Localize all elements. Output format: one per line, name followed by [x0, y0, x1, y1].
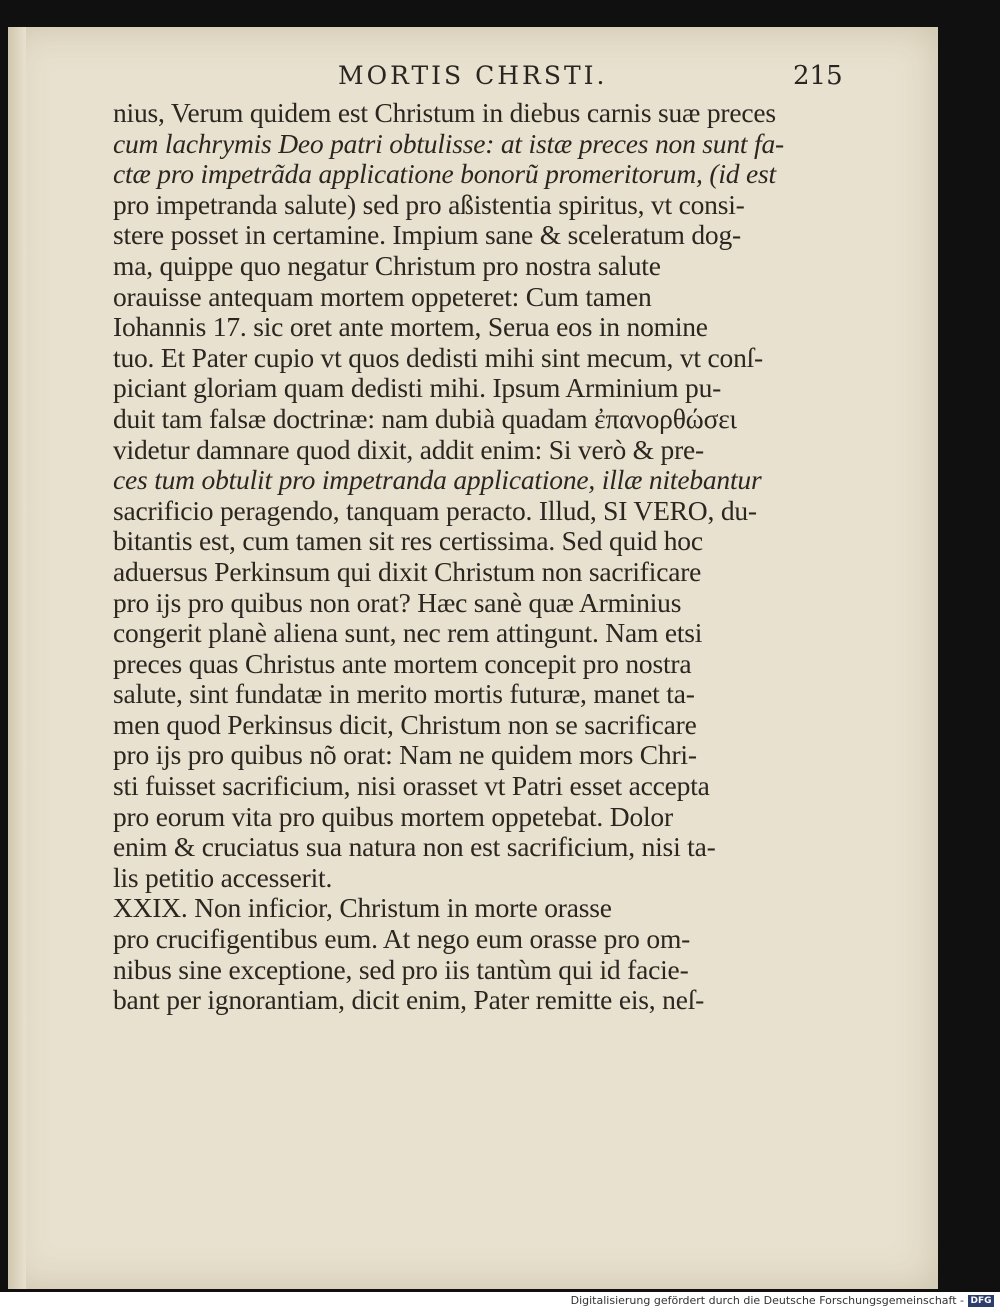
text-line: orauisse antequam mortem oppeteret: Cum tamen [113, 280, 652, 312]
text-line: piciant gloriam quam dedisti mihi. Ipsum Arminium pu- [113, 372, 722, 404]
text-line: nius, Verum quidem est Christum in diebus carnis suæ preces [113, 97, 776, 128]
text-line: videtur damnare quod dixit, addit enim: Si verò & pre- [113, 433, 705, 465]
body-text [113, 98, 848, 1016]
text-line: lis petitio accesserit. [113, 861, 333, 893]
text-line: bitantis est, cum tamen sit res certissima. Sed quid hoc [113, 525, 703, 557]
text-line: tuo. Et Pater cupio vt quos dedisti mihi sint mecum, vt conſ- [113, 341, 764, 373]
running-title: MORTIS CHRSTI. [338, 61, 608, 90]
text-line: pro ijs pro quibus non orat? Hæc sanè quæ Arminius [113, 586, 682, 618]
text-line: ctæ pro impetrãda applicatione bonorũ promeritorum, (id est [113, 158, 776, 190]
text-line: nibus sine exceptione, sed pro iis tantùm qui id facie- [113, 953, 689, 985]
text-line: men quod Perkinsus dicit, Christum non se sacrificare [113, 708, 697, 740]
text-line: bant per ignorantiam, dicit enim, Pater remitte eis, neſ- [113, 984, 705, 1016]
text-line: salute, sint fundatæ in merito mortis futuræ, manet ta- [113, 678, 695, 710]
text-line: ma, quippe quo negatur Christum pro nostra salute [113, 249, 661, 281]
text-line: stere posset in certamine. Impium sane & sceleratum dog- [113, 219, 741, 251]
text-line: sti fuisset sacrificium, nisi orasset vt Patri esset accepta [113, 770, 710, 802]
book-page [8, 27, 938, 1289]
text-line: ces tum obtulit pro impetranda applicatione, illæ nitebantur [113, 464, 762, 496]
text-line: enim & cruciatus sua natura non est sacrificium, nisi ta- [113, 831, 716, 863]
text-line: pro eorum vita pro quibus mortem oppetebat. Dolor [113, 800, 673, 832]
text-line: sacrificio peragendo, tanquam peracto. Illud, SI VERO, du- [113, 494, 757, 526]
text-line: aduersus Perkinsum qui dixit Christum non sacrificare [113, 555, 702, 587]
page-gutter-shadow [8, 27, 26, 1289]
footer-bar [0, 1292, 1000, 1311]
text-line: Iohannis 17. sic oret ante mortem, Serua eos in nomine [113, 311, 708, 343]
text-line: cum lachrymis Deo patri obtulisse: at istæ preces non sunt fa- [113, 127, 784, 159]
text-line: XXIX. Non inficior, Christum in morte orasse [113, 892, 612, 924]
page-number: 215 [793, 61, 843, 91]
text-line: preces quas Christus ante mortem concepit pro nostra [113, 647, 692, 679]
dfg-logo-icon: DFG [968, 1295, 994, 1307]
text-line: pro crucifigentibus eum. At nego eum orasse pro om- [113, 923, 691, 955]
footer-credit: Digitalisierung gefördert durch die Deutsche Forschungsgemeinschaft - [570, 1294, 964, 1307]
page-header [8, 61, 938, 101]
text-line: congerit planè aliena sunt, nec rem attingunt. Nam etsi [113, 617, 703, 649]
text-line: duit tam falsæ doctrinæ: nam dubià quadam ἐπανορθώσει [113, 402, 737, 434]
text-line: pro impetranda salute) sed pro aßistentia spiritus, vt consi- [113, 188, 745, 220]
text-line: pro ijs pro quibus nõ orat: Nam ne quidem mors Chri- [113, 739, 697, 771]
